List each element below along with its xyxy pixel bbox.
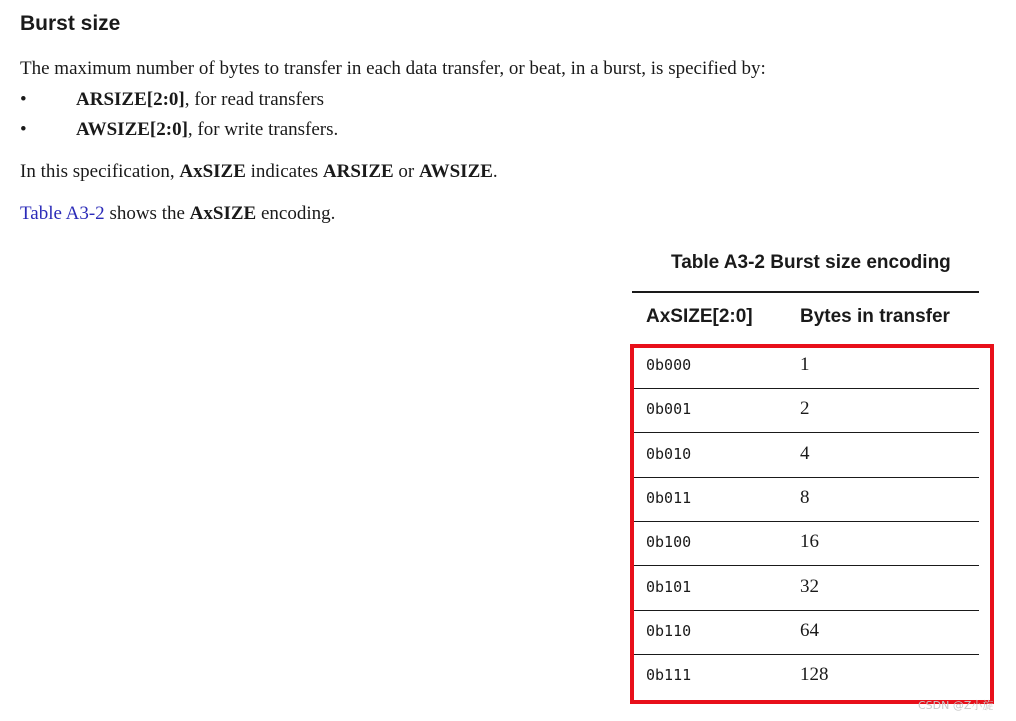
axsize-code-cell: 0b000 (646, 356, 692, 374)
intro-paragraph: The maximum number of bytes to transfer in each data transfer, or beat, in a burst, is specified by: (20, 58, 766, 79)
axsize-code-cell: 0b010 (646, 444, 692, 463)
signal-name-awsize: AWSIZE[2:0] (76, 119, 188, 140)
term-arsize: ARSIZE (322, 161, 394, 182)
table-caption: Table A3-2 Burst size encoding (671, 252, 951, 273)
bytes-cell: 8 (800, 486, 810, 508)
bytes-cell: 16 (800, 531, 819, 553)
axsize-code-cell: 0b101 (646, 577, 692, 596)
bullet-dot: • (20, 119, 27, 140)
bullet-dot: • (20, 89, 27, 110)
table-top-rule (632, 291, 979, 293)
axsize-code-cell: 0b100 (646, 533, 692, 552)
bytes-cell: 4 (800, 442, 810, 464)
red-highlight-box (630, 344, 994, 704)
section-title: Burst size (20, 12, 121, 35)
spec-paragraph: In this specification, AxSIZE indicates ARSIZE or AWSIZE. (20, 161, 498, 182)
column-header-axsize: AxSIZE[2:0] (646, 306, 753, 327)
term-axsize: AxSIZE (179, 161, 246, 182)
bytes-cell: 128 (800, 664, 829, 686)
axsize-code-cell: 0b011 (646, 488, 692, 507)
bytes-cell: 2 (800, 398, 810, 420)
axsize-code-cell: 0b111 (646, 666, 692, 685)
watermark: CSDN @Z小旋 (918, 699, 994, 712)
bullet-description: , for read transfers (184, 89, 324, 110)
term-axsize: AxSIZE (189, 203, 257, 224)
bytes-cell: 32 (800, 575, 819, 597)
bytes-cell: 1 (800, 354, 810, 375)
bullet-description: , for write transfers. (187, 119, 339, 140)
table-reference-link[interactable]: Table A3-2 (20, 203, 105, 224)
column-header-bytes: Bytes in transfer (800, 306, 950, 327)
axsize-code-cell: 0b001 (646, 400, 692, 419)
term-awsize: AWSIZE (419, 161, 493, 182)
axsize-code-cell: 0b110 (646, 621, 692, 640)
bytes-cell: 64 (800, 619, 819, 641)
signal-name-arsize: ARSIZE[2:0] (76, 89, 185, 110)
reference-paragraph: Table A3-2 shows the AxSIZE encoding. (20, 203, 336, 224)
